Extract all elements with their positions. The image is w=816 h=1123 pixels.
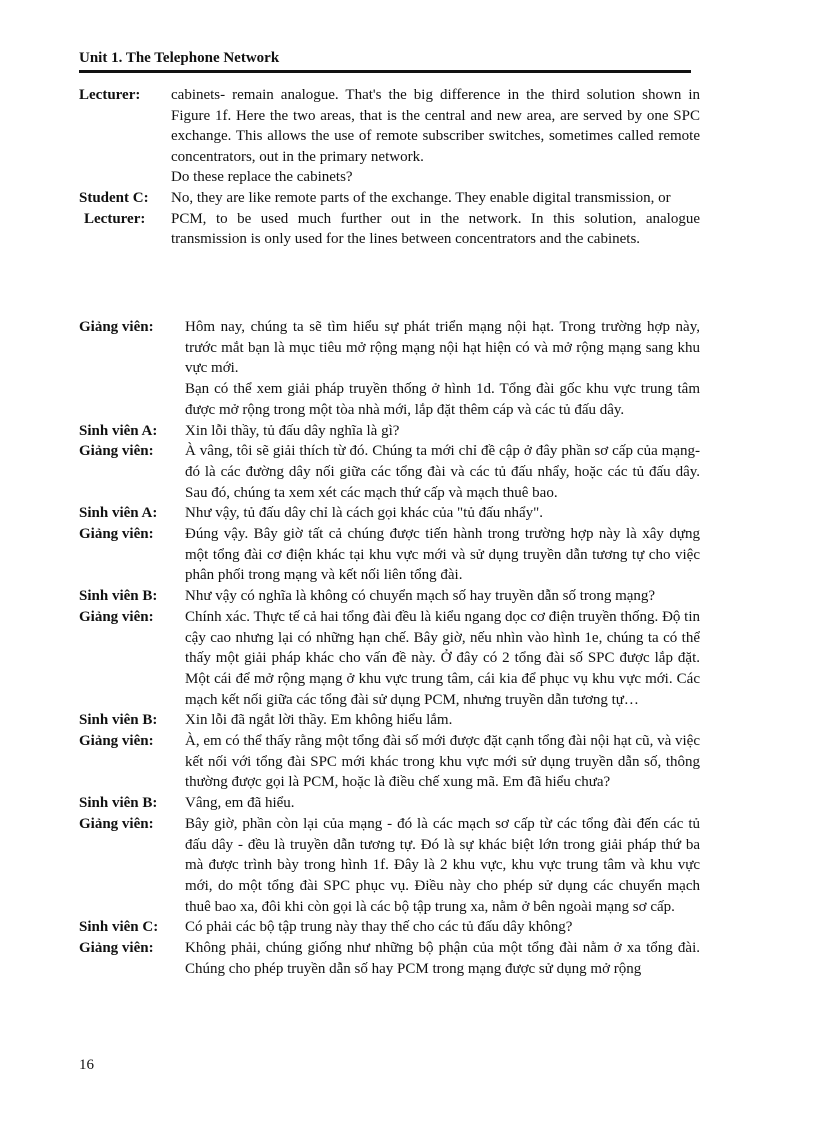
speaker-label: Sinh viên A: <box>79 505 158 522</box>
dialogue-line <box>79 209 700 250</box>
dialogue-line <box>79 607 700 711</box>
dialogue-line <box>79 188 700 209</box>
dialogue-line <box>79 731 700 793</box>
dialogue-line <box>79 503 700 524</box>
dialogue-line <box>79 938 700 979</box>
speaker-label: Lecturer: <box>79 87 141 103</box>
page-number: 16 <box>79 1057 94 1073</box>
dialogue-text: Xin lỗi đã ngắt lời thầy. Em không hiểu lắm. <box>185 712 453 729</box>
speaker-label: Giảng viên: <box>79 443 154 460</box>
dialogue-line <box>79 317 700 379</box>
dialogue-text: PCM, to be used much further out in the network. In this solution, analogue transmission is only used for the lines between concentrators and the cabinets. <box>171 210 700 248</box>
dialogue-text: Do these replace the cabinets? <box>171 169 353 186</box>
dialogue-line <box>79 167 700 188</box>
english-dialogue <box>79 85 700 250</box>
dialogue-text: Như vậy có nghĩa là không có chuyển mạch số hay truyền dẫn số trong mạng? <box>185 588 656 605</box>
dialogue-line <box>79 379 700 420</box>
speaker-label: Giảng viên: <box>79 608 154 625</box>
speaker-label: Giảng viên: <box>79 319 154 335</box>
dialogue-line <box>79 524 700 586</box>
speaker-label: Sinh viên A: <box>79 422 158 439</box>
dialogue-line <box>79 441 700 503</box>
dialogue-text: Như vậy, tủ đấu dây chỉ là cách gọi khác của "tủ đấu nhẩy". <box>185 505 544 522</box>
speaker-label: Lecturer: <box>84 210 146 227</box>
dialogue-text: cabinets- remain analogue. That's the big difference in the third solution shown in Figure 1f. Here the two areas, that is the central and new area, are served by one SPC exchange. This allows the use of remote subscriber switches, sometimes called remote concentrators, out in the primary network. <box>171 87 700 165</box>
dialogue-text: Bây giờ, phần còn lại của mạng - đó là các mạch sơ cấp từ các tổng đài đến các tủ đấu dây - đều là truyền dẫn tương tự. Đó là sự khác biệt lớn trong giải pháp thứ ba mà được trình bày trong hình 1f. Đây là 2 khu vực, khu vực trung tâm và khu vực mới, do một tổng đài SPC phục vụ. Điều này cho phép sử dụng các chuyển mạch thuê bao xa, đôi khi còn gọi là các bộ tập trung xa, nằm ở bên ngoài mạng sơ cấp. <box>185 815 700 915</box>
dialogue-text: Vâng, em đã hiểu. <box>185 795 295 812</box>
speaker-label <box>79 379 185 420</box>
speaker-label <box>79 167 171 188</box>
dialogue-line <box>79 85 700 167</box>
dialogue-text: Chính xác. Thực tế cả hai tổng đài đều là kiểu ngang dọc cơ điện truyền thống. Độ tin cậy cao nhưng lại có những hạn chế. Bây giờ, nếu nhìn vào hình 1e, chúng ta có thể thấy một giải pháp khác cho vấn đề này. Ở đây có 2 tổng đài số SPC được lắp đặt. Một cái để mở rộng mạng ở khu vực trung tâm, cái kia để phục vụ khu vực mới. Các mạch kết nối giữa các tổng đài sử dụng PCM, nhưng truyền dẫn tương tự… <box>185 608 700 708</box>
speaker-label: Sinh viên B: <box>79 712 158 729</box>
dialogue-text: Không phải, chúng giống như những bộ phận của một tổng đài nằm ở xa tổng đài. Chúng cho phép truyền dẫn số hay PCM trong mạng được sử dụng mở rộng <box>185 940 700 977</box>
dialogue-line <box>79 421 700 442</box>
dialogue-text: À, em có thể thấy rằng một tổng đài số mới được đặt cạnh tổng đài nội hạt cũ, và việc kết nối với tổng đài SPC mới khác trong khu vực mới sử dụng truyền dẫn số, thông thường được gọi là PCM, hoặc là điều chế xung mã. Em đã hiểu chưa? <box>185 733 700 791</box>
speaker-label: Sinh viên B: <box>79 795 158 812</box>
unit-header-title: Unit 1. The Telephone Network <box>79 50 280 66</box>
dialogue-line <box>79 814 700 918</box>
dialogue-line <box>79 710 700 731</box>
dialogue-line <box>79 793 700 814</box>
dialogue-text: Xin lỗi thầy, tủ đấu dây nghĩa là gì? <box>185 422 400 439</box>
header-rule <box>79 70 691 73</box>
dialogue-text: Có phải các bộ tập trung này thay thế cho các tủ đấu dây không? <box>185 919 573 936</box>
speaker-label: Giảng viên: <box>79 815 154 832</box>
dialogue-text: Bạn có thể xem giải pháp truyền thống ở hình 1d. Tổng đài gốc khu vực trung tâm được mở rộng trong một tòa nhà mới, lắp đặt thêm cáp và các tủ đấu dây. <box>185 381 700 418</box>
dialogue-text: Đúng vậy. Bây giờ tất cả chúng được tiến hành trong trường hợp này là xây dựng một tổng đài cơ điện khác tại khu vực mới và sử dụng truyền dẫn tương tự cho việc phân phối trong mạng và kết nối liên tổng đài. <box>185 526 700 584</box>
dialogue-line <box>79 917 700 938</box>
vietnamese-dialogue <box>79 317 700 980</box>
dialogue-text: No, they are like remote parts of the exchange. They enable digital transmission, or <box>171 189 671 206</box>
dialogue-text: Hôm nay, chúng ta sẽ tìm hiểu sự phát triển mạng nội hạt. Trong trường hợp này, trước mắt bạn là mục tiêu mở rộng mạng nội hạt hiện có và mở rộng mạng sang khu vực mới. <box>185 319 700 377</box>
speaker-label: Sinh viên B: <box>79 588 158 605</box>
speaker-label: Sinh viên C: <box>79 919 159 936</box>
speaker-label: Student C: <box>79 189 149 206</box>
speaker-label: Giảng viên: <box>79 526 154 543</box>
dialogue-text: À vâng, tôi sẽ giải thích từ đó. Chúng ta mới chỉ đề cập ở đây phần sơ cấp của mạng- đó là các đường dây nối giữa các tổng đài và các tủ đấu nhẩy, hoặc các tủ đấu dây. Sau đó, chúng ta xem xét các mạch thứ cấp và mạch thuê bao. <box>185 443 700 501</box>
speaker-label: Giảng viên: <box>79 940 154 957</box>
dialogue-line <box>79 586 700 607</box>
speaker-label: Giảng viên: <box>79 733 154 750</box>
